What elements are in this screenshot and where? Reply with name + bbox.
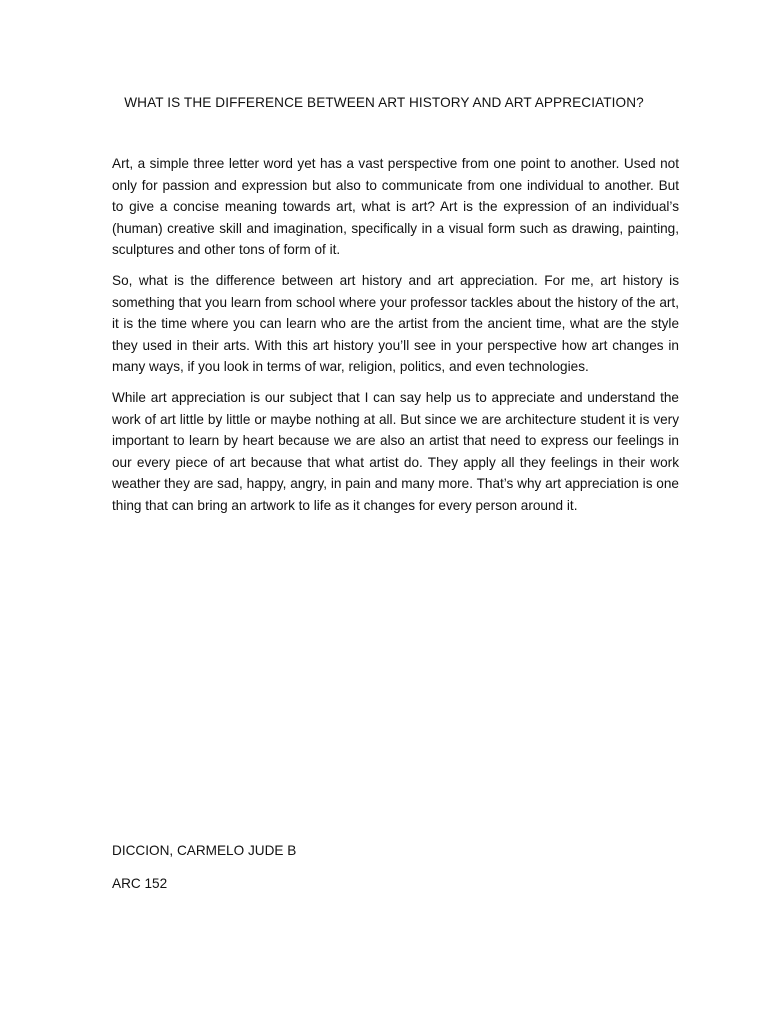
paragraph-1: Art, a simple three letter word yet has a vast perspective from one point to another. Used not only for passion and expression but also to communicate from one individual to another. But to give a concise meaning towards art, what is art? Art is the expression of an individual’s (human) creative skill and imagination, specifically in a visual form such as drawing, painting, sculptures and other tons of form of it. [112, 156, 679, 258]
document-body [112, 153, 679, 526]
paragraph-2: So, what is the difference between art history and art appreciation. For me, art history is something that you learn from school where your professor tackles about the history of the art, it is the time where you can learn who are the artist from the ancient time, what are the style they used in their arts. With this art history you’ll see in your perspective how art changes in many ways, if you look in terms of war, religion, politics, and even technologies. [112, 272, 679, 375]
course-code: ARC 152 [112, 876, 168, 891]
paragraph-3: While art appreciation is our subject that I can say help us to appreciate and understand the work of art little by little or maybe nothing at all. But since we are architecture student it is very important to learn by heart because we are also an artist that need to express our feelings in our every piece of art because that what artist do. They apply all they feelings in their work weather they are sad, happy, angry, in pain and many more. That’s why art appreciation is one thing that can bring an artwork to life as it changes for every person around it. [112, 389, 679, 513]
document-title: WHAT IS THE DIFFERENCE BETWEEN ART HISTORY AND ART APPRECIATION? [124, 95, 644, 110]
author-name: DICCION, CARMELO JUDE B [112, 843, 297, 858]
